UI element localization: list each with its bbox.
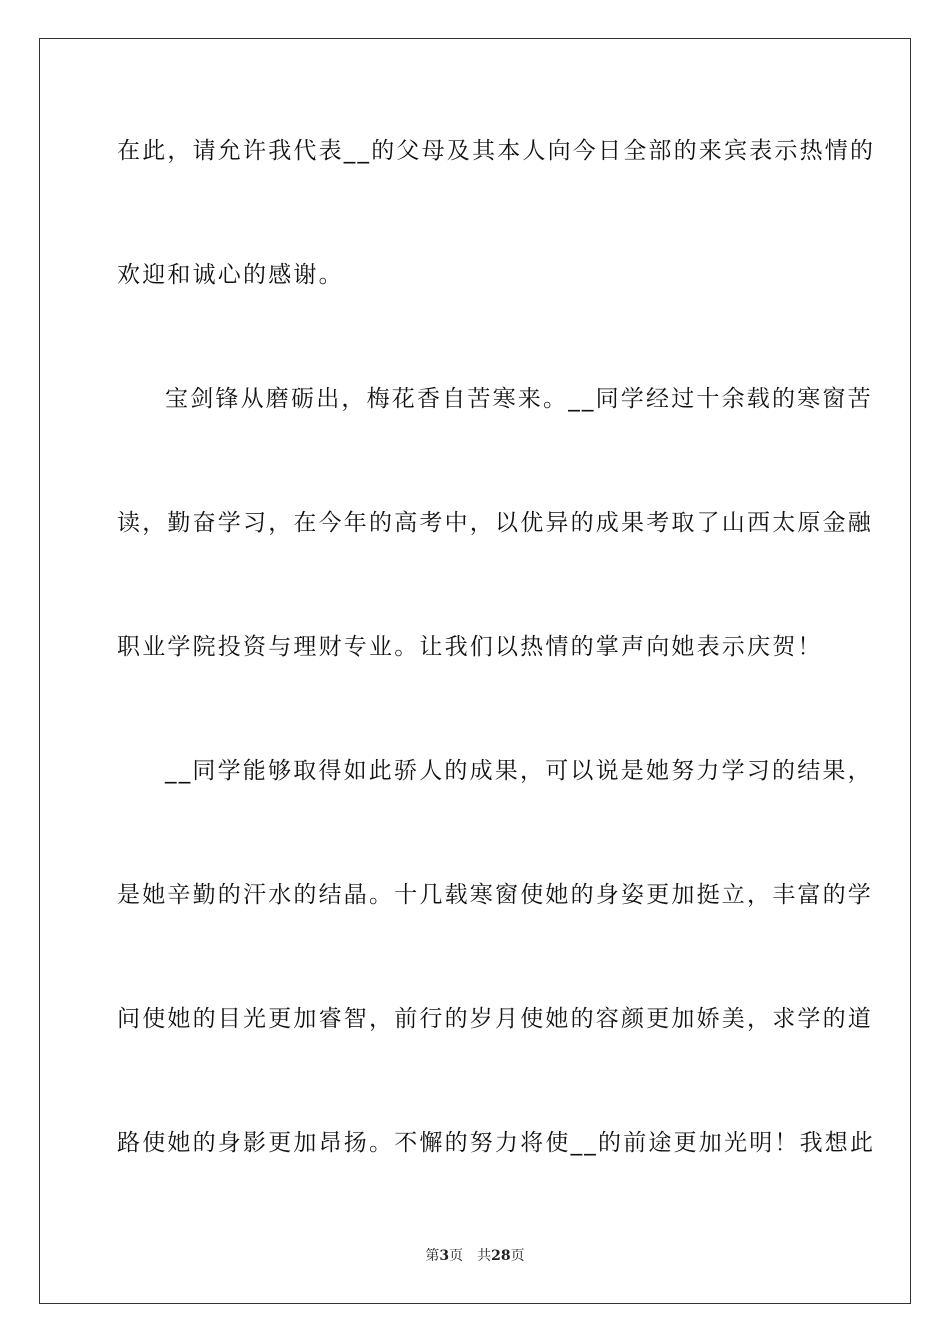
- body-text-line: 宝剑锋从磨砺出，梅花香自苦寒来。__同学经过十余载的寒窗苦: [165, 386, 873, 412]
- total-label-prefix: 共: [477, 1248, 492, 1264]
- body-text-line: 是她辛勤的汗水的结晶。十几载寒窗使她的身姿更加挺立，丰富的学: [117, 882, 873, 908]
- total-label-suffix: 页: [510, 1248, 525, 1264]
- body-text-line: 路使她的身影更加昂扬。不懈的努力将使__的前途更加光明！我想此: [117, 1130, 876, 1156]
- page-border: [39, 38, 911, 1304]
- page-label-suffix: 页: [449, 1248, 464, 1264]
- current-page-number: 3: [439, 1248, 450, 1264]
- body-text-line: 问使她的目光更加睿智，前行的岁月使她的容颜更加娇美，求学的道: [117, 1006, 873, 1032]
- page-label-prefix: 第: [425, 1248, 440, 1264]
- page-footer: [0, 1247, 950, 1265]
- body-text-line: 职业学院投资与理财专业。让我们以热情的掌声向她表示庆贺！: [117, 634, 823, 660]
- body-text-line: 欢迎和诚心的感谢。: [117, 262, 344, 288]
- body-text-line: 读，勤奋学习，在今年的高考中，以优异的成果考取了山西太原金融: [117, 510, 873, 536]
- total-pages-number: 28: [491, 1248, 511, 1264]
- body-text-line: __同学能够取得如此骄人的成果，可以说是她努力学习的结果，: [165, 758, 873, 784]
- body-text-line: 在此，请允许我代表__的父母及其本人向今日全部的来宾表示热情的: [117, 138, 876, 164]
